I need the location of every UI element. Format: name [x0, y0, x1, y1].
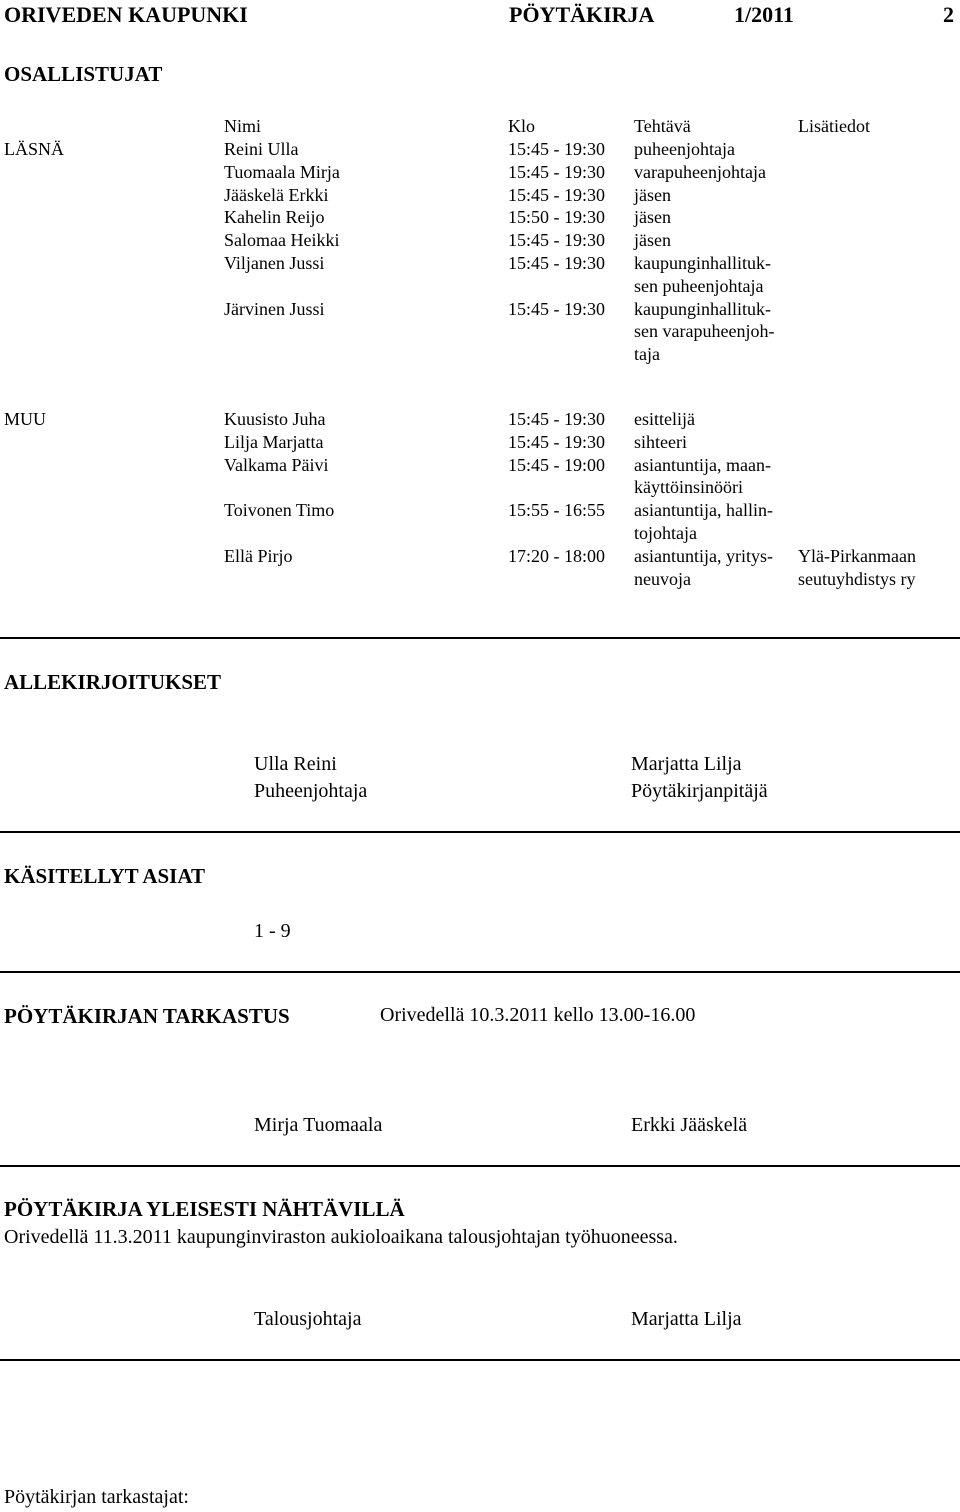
participant-name: Ellä Pirjo: [224, 545, 293, 566]
participant-role-line: kaupunginhallituk-: [634, 253, 771, 273]
section-divider: [0, 971, 960, 973]
participant-name: Lilja Marjatta: [224, 431, 324, 452]
participant-name: Järvinen Jussi: [224, 298, 325, 319]
handled-items: 1 - 9: [254, 920, 291, 942]
participant-time: 17:20 - 18:00: [508, 545, 605, 566]
participant-name: Kuusisto Juha: [224, 409, 326, 429]
participant-role-line: sen varapuheenjoh-: [634, 321, 775, 342]
participant-role-line: sihteeri: [634, 431, 687, 452]
participant-role-line: varapuheenjohtaja: [634, 161, 766, 182]
participant-role-line: jäsen: [634, 230, 671, 251]
reviewer-1-name: Mirja Tuomaala: [254, 1114, 383, 1136]
participant-time: 15:45 - 19:30: [508, 230, 605, 251]
participant-time: 15:45 - 19:30: [508, 431, 605, 452]
participant-time: 15:45 - 19:00: [508, 454, 605, 475]
column-header-role: Tehtävä: [634, 116, 691, 136]
other-label: MUU: [4, 409, 47, 429]
chair-role: Puheenjohtaja: [254, 780, 368, 802]
participant-name: Viljanen Jussi: [224, 253, 325, 273]
participant-role-line: taja: [634, 344, 660, 365]
section-divider: [0, 1165, 960, 1167]
column-header-name: Nimi: [224, 116, 262, 136]
participant-role-line: asiantuntija, yritys-: [634, 545, 773, 566]
participant-name: Kahelin Reijo: [224, 207, 325, 228]
public-signer-role: Talousjohtaja: [254, 1308, 362, 1330]
participant-role-line: asiantuntija, hallin-: [634, 500, 773, 521]
participant-time: 15:55 - 16:55: [508, 500, 605, 521]
reviewers-label: Pöytäkirjan tarkastajat:: [4, 1486, 189, 1508]
participant-role-line: asiantuntija, maan-: [634, 454, 771, 475]
participant-role-line: kaupunginhallituk-: [634, 298, 771, 319]
page-number: 2: [943, 2, 954, 27]
handled-title: KÄSITELLYT ASIAT: [4, 864, 205, 888]
public-signer-name: Marjatta Lilja: [631, 1308, 742, 1330]
participant-name: Salomaa Heikki: [224, 230, 340, 251]
document-type: PÖYTÄKIRJA: [509, 2, 655, 27]
participant-time: 15:45 - 19:30: [508, 298, 605, 319]
participant-time: 15:45 - 19:30: [508, 253, 605, 273]
participant-info-line: seutuyhdistys ry: [798, 568, 916, 589]
participant-role-line: jäsen: [634, 184, 671, 205]
participant-name: Reini Ulla: [224, 139, 299, 159]
participant-role-line: käyttöinsinööri: [634, 477, 743, 498]
municipality-name: ORIVEDEN KAUPUNKI: [4, 2, 248, 27]
participant-role-line: neuvoja: [634, 568, 691, 589]
participant-role-line: esittelijä: [634, 409, 695, 429]
column-header-info: Lisätiedot: [798, 116, 870, 136]
section-divider: [0, 637, 960, 639]
present-label: LÄSNÄ: [4, 139, 65, 159]
participant-role-line: sen puheenjohtaja: [634, 275, 764, 296]
participants-title: OSALLISTUJAT: [4, 62, 163, 86]
participant-time: 15:45 - 19:30: [508, 409, 605, 429]
participant-name: Jääskelä Erkki: [224, 184, 329, 205]
participant-role-line: jäsen: [634, 207, 671, 228]
public-text: Orivedellä 11.3.2011 kaupunginviraston aukioloaikana talousjohtajan työhuoneessa.: [4, 1226, 678, 1248]
review-place-time: Orivedellä 10.3.2011 kello 13.00-16.00: [380, 1004, 696, 1026]
review-title: PÖYTÄKIRJAN TARKASTUS: [4, 1004, 290, 1028]
participant-name: Toivonen Timo: [224, 500, 335, 521]
participant-time: 15:45 - 19:30: [508, 161, 605, 182]
participant-time: 15:45 - 19:30: [508, 184, 605, 205]
participant-role-line: puheenjohtaja: [634, 139, 735, 159]
participant-time: 15:45 - 19:30: [508, 139, 605, 159]
secretary-role: Pöytäkirjanpitäjä: [631, 780, 768, 802]
section-divider: [0, 831, 960, 833]
participant-name: Valkama Päivi: [224, 454, 329, 475]
column-header-time: Klo: [508, 116, 535, 136]
reviewer-2-name: Erkki Jääskelä: [631, 1114, 748, 1136]
signatures-title: ALLEKIRJOITUKSET: [4, 670, 222, 694]
chair-name: Ulla Reini: [254, 753, 337, 775]
participant-time: 15:50 - 19:30: [508, 207, 605, 228]
public-title: PÖYTÄKIRJA YLEISESTI NÄHTÄVILLÄ: [4, 1197, 405, 1221]
section-divider: [0, 1359, 960, 1361]
participant-info-line: Ylä-Pirkanmaan: [798, 545, 916, 566]
participant-role-line: tojohtaja: [634, 523, 697, 543]
document-issue: 1/2011: [734, 2, 794, 27]
participant-name: Tuomaala Mirja: [224, 161, 340, 182]
secretary-name: Marjatta Lilja: [631, 753, 742, 775]
